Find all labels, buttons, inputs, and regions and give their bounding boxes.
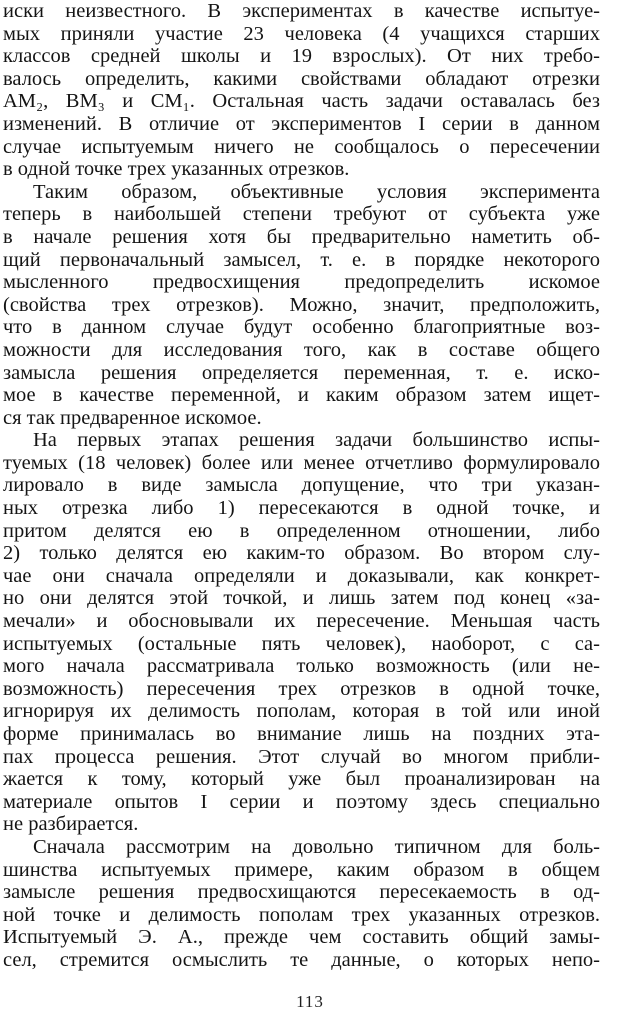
text-line: можности для исследования того, как в составе общего	[3, 338, 600, 361]
text-line: что в данном случае будут особенно благоприятные воз-	[3, 316, 600, 339]
text-line: мых приняли участие 23 человека (4 учащихся старших	[3, 22, 600, 45]
text-line: Сначала рассмотрим на довольно типичном для боль-	[33, 835, 600, 858]
text-line: ся так предваренное искомое.	[3, 406, 262, 429]
paragraph-4	[3, 836, 600, 972]
text-line: чае они сначала определяли и доказывали, как конкрет-	[3, 564, 600, 587]
text-line: 2) только делятся ею каким-то образом. Во втором слу-	[3, 542, 600, 565]
text-line: в начале решения хотя бы предварительно наметить об-	[3, 225, 600, 248]
text-line: мое в качестве переменной, и каким образом затем ищет-	[3, 384, 600, 407]
page-number: 113	[296, 992, 324, 1011]
paragraph-3	[3, 429, 600, 836]
text-line: лировало в виде замысла допущение, что три указан-	[3, 474, 600, 497]
text-line: (свойства трех отрезков). Можно, значит, предположить,	[3, 293, 600, 316]
text-line: материале опытов I серии и поэтому здесь специально	[3, 790, 600, 813]
text-line: в одной точке трех указанных отрезков.	[3, 158, 350, 181]
text-line: пах процесса решения. Этот случай во многом прибли-	[3, 745, 600, 768]
text-line: Таким образом, объективные условия эксперимента	[33, 180, 600, 203]
text-line: сел, стремится осмыслить те данные, о которых непо-	[3, 948, 600, 971]
text-line: ных отрезка либо 1) пересекаются в одной точке, и	[3, 497, 600, 520]
text-line: классов средней школы и 19 взрослых). От них требо-	[3, 45, 600, 68]
text-line: замысле решения предвосхищаются пересекаемость в од-	[3, 881, 600, 904]
text-line: На первых этапах решения задачи большинство испы-	[33, 429, 600, 452]
text-line: но они делятся этой точкой, и лишь затем под конец «за-	[3, 587, 600, 610]
text-line: замысла решения определяется переменная, т. е. иско-	[3, 361, 600, 384]
text-line: форме принималась во внимание лишь на поздних эта-	[3, 723, 600, 745]
text-line: случае испытуемым ничего не сообщалось о пересечении	[3, 135, 600, 158]
text-line: возможность) пересечения трех отрезков в одной точке,	[3, 677, 600, 700]
text-line: иски неизвестного. В экспериментах в качестве испытуе-	[3, 0, 600, 22]
paragraph-1	[3, 0, 600, 181]
text-line: притом делятся ею в определенном отношении, либо	[3, 519, 600, 542]
text-line: мого начала рассматривала только возможность (или не-	[3, 655, 600, 678]
text-line: валось определить, какими свойствами обладают отрезки	[3, 67, 600, 90]
text-line: теперь в наибольшей степени требуют от субъекта уже	[3, 203, 600, 226]
text-line: Испытуемый Э. А., прежде чем составить общий замы-	[3, 926, 600, 949]
text-line: щий первоначальный замысел, т. е. в порядке некоторого	[3, 248, 600, 271]
text-line: мечали» и обосновывали их пересечение. Меньшая часть	[3, 610, 600, 633]
text-line: мысленного предвосхищения предопределить искомое	[3, 271, 600, 294]
text-line: шинства испытуемых примере, каким образом в общем	[3, 858, 600, 881]
text-line: игнорируя их делимость пополам, которая в той или иной	[3, 700, 600, 723]
text-line: изменений. В отличие от экспериментов I серии в данном	[3, 112, 600, 135]
text-line: не разбирается.	[3, 813, 139, 836]
text-column	[3, 0, 600, 972]
text-line: туемых (18 человек) более или менее отчетливо формулировало	[3, 451, 600, 474]
text-line: испытуемых (остальные пять человек), наоборот, с са-	[3, 632, 600, 655]
text-line: жается к тому, который уже был проанализирован на	[3, 768, 600, 791]
paragraph-2	[3, 181, 600, 430]
text-line: AM₂, BM₃ и CM₁. Остальная часть задачи оставалась без	[3, 90, 600, 113]
text-line: ной точке и делимость пополам трех указанных отрезков.	[3, 903, 600, 926]
